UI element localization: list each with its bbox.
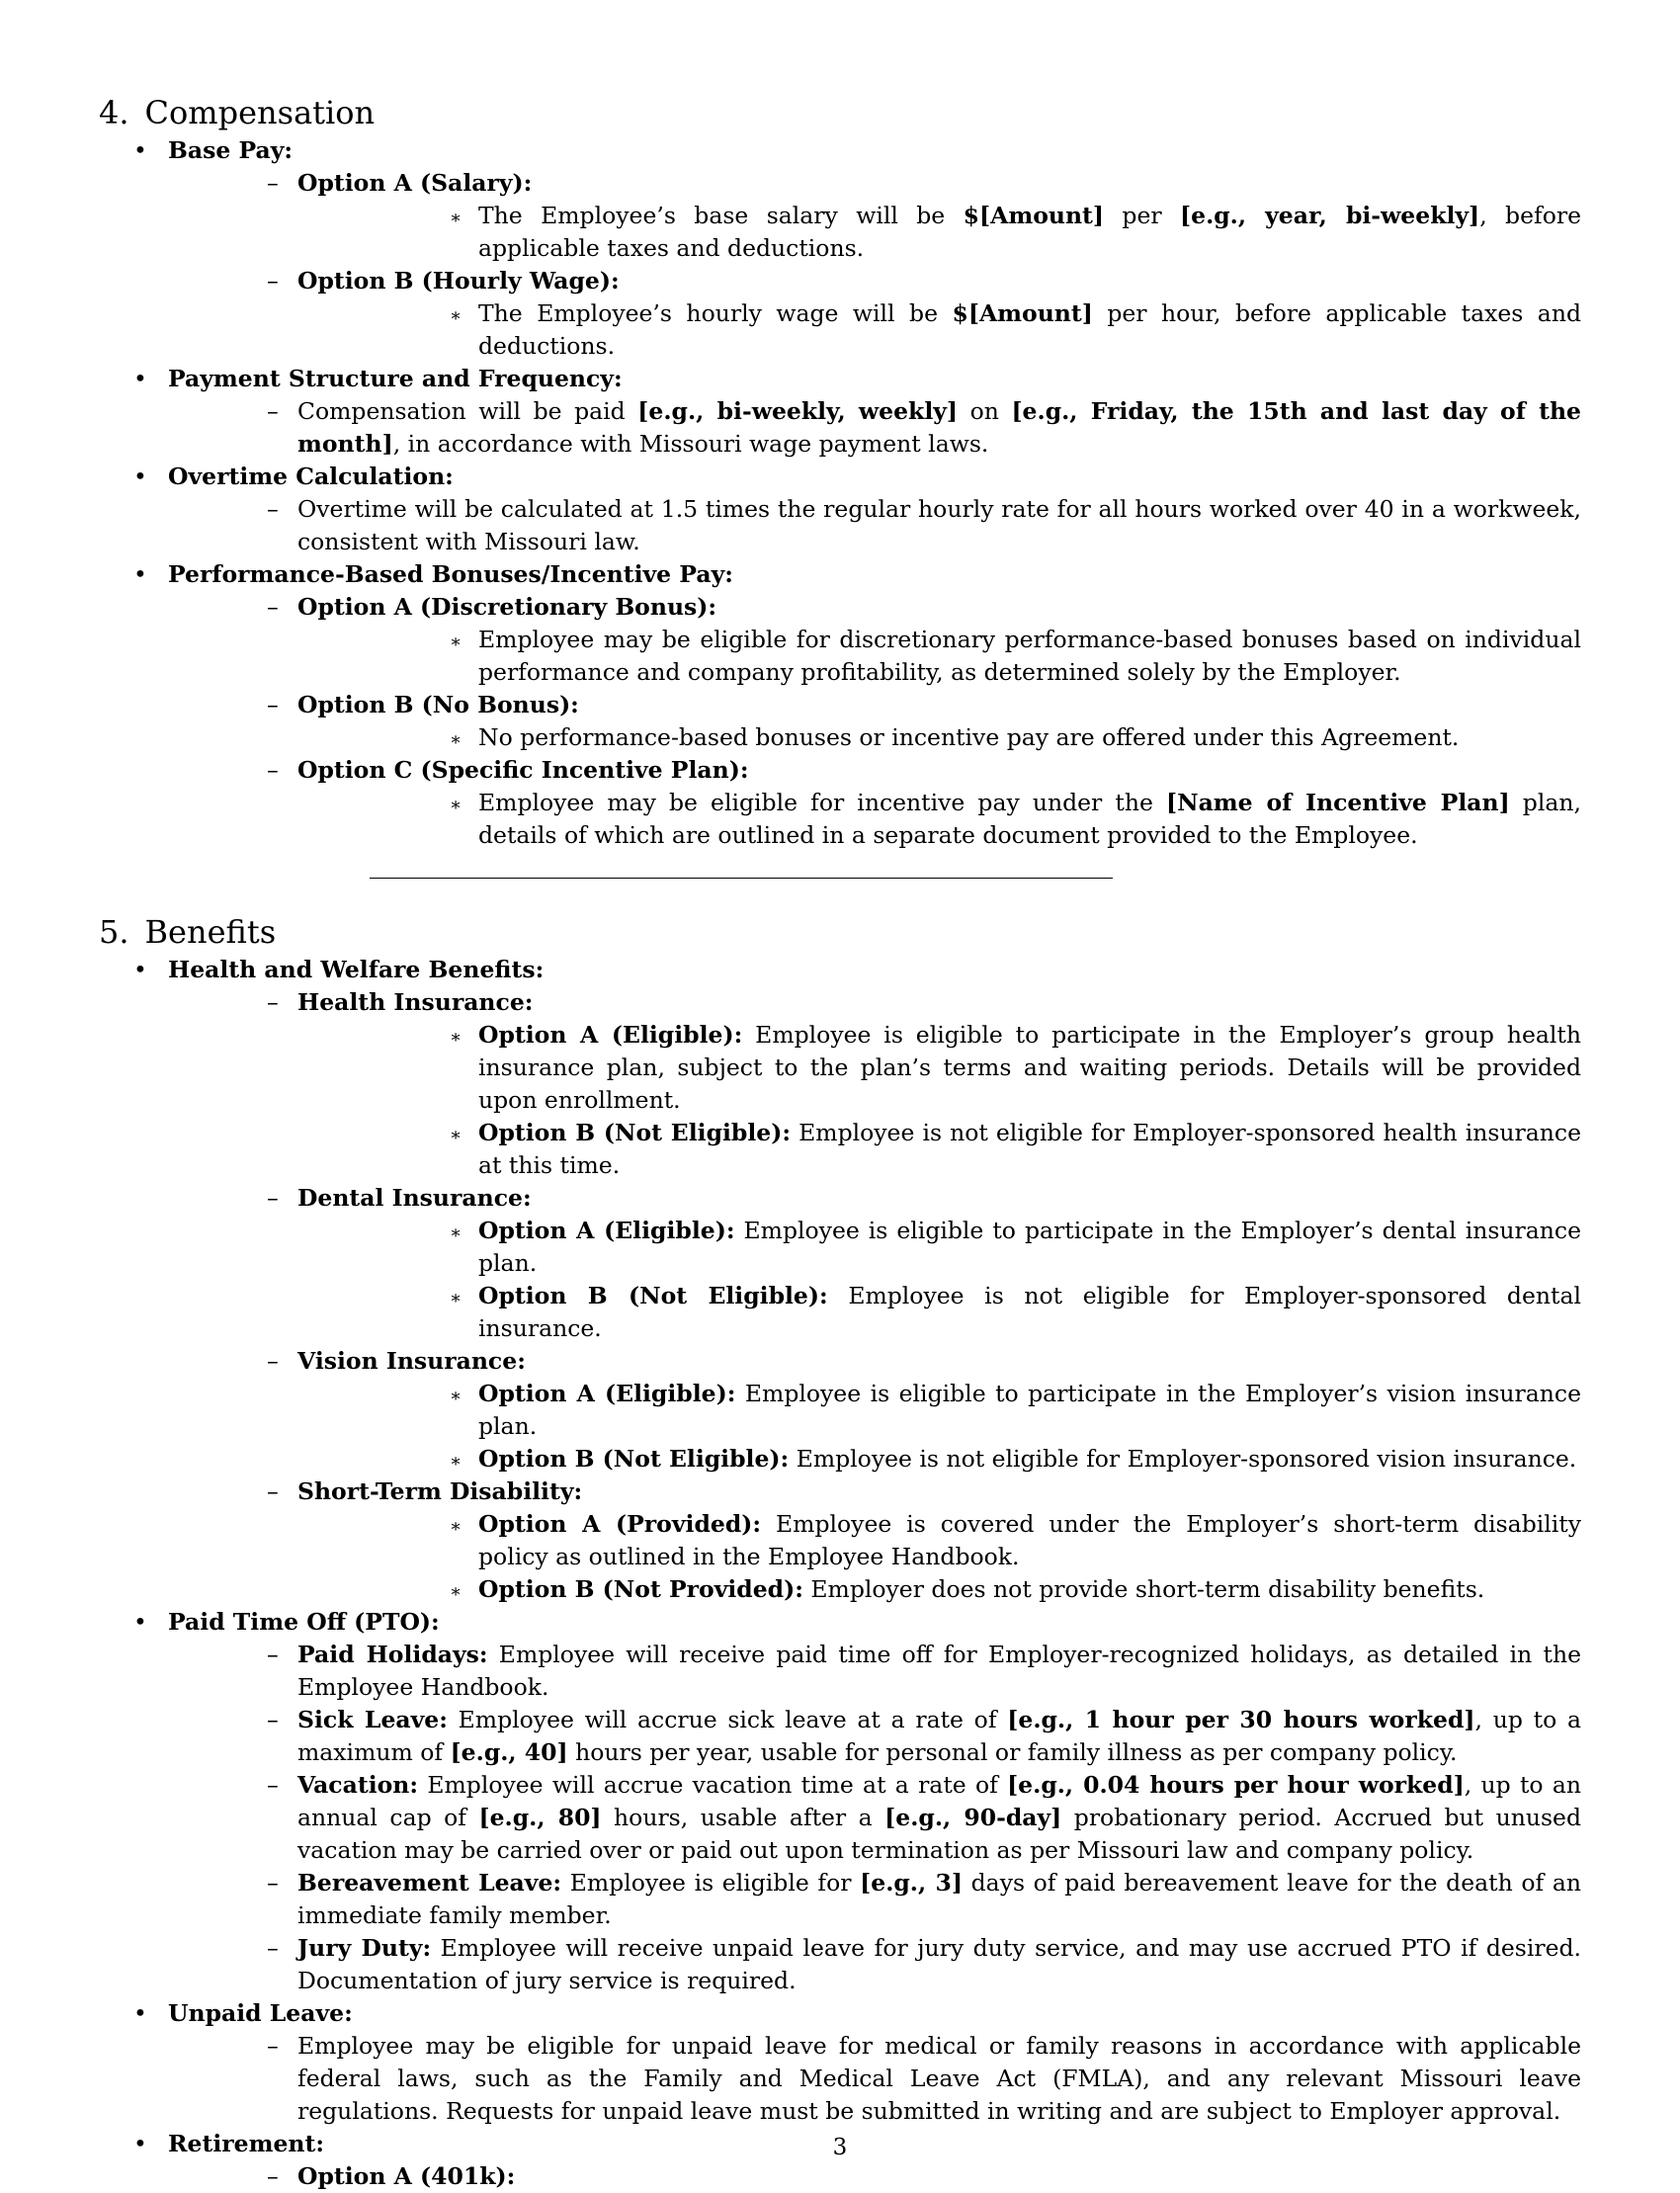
text: Employee is not eligible for Employer-sponsored dental insurance. (478, 1282, 1581, 1342)
text: Employee may be eligible for discretionary performance-based bonuses based on individual performance and company profitability, as determined solely by the Employer. (478, 626, 1581, 686)
list-item (168, 1867, 1581, 1932)
list-item (168, 2160, 1581, 2193)
sublist (168, 591, 1581, 852)
list-item (99, 558, 1581, 852)
text: Employee will accrue sick leave at a rate of (447, 1706, 1008, 1733)
option-label: Option B (Not Eligible): (478, 1282, 828, 1309)
placeholder: [e.g., 3] (860, 1869, 963, 1897)
text: Employee will accrue vacation time at a rate of (418, 1771, 1008, 1799)
list-item (168, 167, 1581, 265)
placeholder: [e.g., 80] (478, 1804, 602, 1831)
dash-marker: – (267, 691, 279, 718)
item-label: Vacation: (297, 1771, 419, 1799)
sublist (297, 1508, 1581, 1606)
list-item (168, 689, 1581, 754)
section-title: Compensation (144, 94, 376, 131)
item-label: Paid Time Off (PTO): (168, 1608, 440, 1636)
list-item (168, 1639, 1581, 1704)
sublist (297, 200, 1581, 265)
dash-marker: – (267, 1347, 279, 1375)
item-label: Overtime Calculation: (168, 463, 454, 490)
bullet-marker: • (133, 1999, 147, 2027)
star-marker: ∗ (450, 305, 462, 326)
page-number: 3 (832, 2135, 848, 2160)
bullet-marker: • (133, 365, 147, 392)
dash-marker: – (267, 1869, 279, 1897)
list-item (168, 1704, 1581, 1769)
text: The Employee’s base salary will be (478, 202, 964, 229)
text: Employee may be eligible for incentive pay under the (478, 789, 1166, 816)
list-item (297, 1378, 1581, 1443)
placeholder: [Name of Incentive Plan] (1165, 789, 1510, 816)
sublist (297, 1378, 1581, 1476)
list-item (99, 461, 1581, 558)
list-item (168, 2030, 1581, 2128)
text: per (1104, 202, 1180, 229)
text: Employee is not eligible for Employer-sponsored health insurance at this time. (478, 1119, 1581, 1179)
list-item (297, 787, 1581, 852)
placeholder: [e.g., Friday, the 15th and last day of the month] (297, 397, 1581, 458)
text: , before applicable taxes and deductions. (478, 202, 1581, 262)
star-marker: ∗ (450, 208, 462, 228)
dash-marker: – (267, 1706, 279, 1733)
dash-marker: – (267, 1184, 279, 1212)
item-label: Health and Welfare Benefits: (168, 956, 545, 983)
list-item (168, 1476, 1581, 1606)
list-item (168, 493, 1581, 558)
option-label: Option B (Not Eligible): (478, 1119, 792, 1146)
list-item (297, 721, 1581, 754)
compensation-list (99, 134, 1581, 852)
bullet-marker: • (133, 956, 147, 983)
text: No performance-based bonuses or incentive pay are offered under this Agreement. (478, 723, 1460, 751)
star-marker: ∗ (450, 1516, 462, 1537)
text: hours per year, usable for personal or family illness as per company policy. (567, 1738, 1458, 1766)
option-label: Option A (Eligible): (478, 1217, 735, 1244)
text: Employee will receive paid time off for Employer-recognized holidays, as detailed in the Employee Handbook. (297, 1641, 1581, 1701)
sublist (297, 297, 1581, 363)
placeholder: [e.g., year, bi-weekly] (1180, 202, 1480, 229)
bullet-marker: • (133, 136, 147, 164)
option-label: Option A (Provided): (478, 1510, 762, 1538)
bullet-marker: • (133, 560, 147, 588)
list-item (99, 1606, 1581, 1997)
placeholder: [e.g., bi-weekly, weekly] (637, 397, 959, 425)
dash-marker: – (267, 1477, 279, 1505)
dash-marker: – (267, 756, 279, 784)
dash-marker: – (267, 2032, 279, 2060)
list-item (168, 1182, 1581, 1345)
text: , up to an annual cap of (297, 1771, 1582, 1831)
dash-marker: – (267, 267, 279, 295)
option-label: Option A (Eligible): (478, 1021, 743, 1049)
item-label: Performance-Based Bonuses/Incentive Pay: (168, 560, 733, 588)
item-label: Short-Term Disability: (297, 1477, 583, 1505)
text: on (958, 397, 1012, 425)
placeholder: [e.g., 0.04 hours per hour worked] (1007, 1771, 1465, 1799)
text: Employer does not provide short-term disability benefits. (802, 1575, 1485, 1603)
sublist (168, 395, 1581, 461)
list-item (168, 754, 1581, 852)
text: plan, details of which are outlined in a separate document provided to the Employee. (478, 789, 1581, 849)
list-item (99, 954, 1581, 1606)
text: Overtime will be calculated at 1.5 times the regular hourly rate for all hours worked over 40 in a workweek, consistent with Missouri law. (297, 495, 1581, 555)
item-label: Base Pay: (168, 136, 294, 164)
item-label: Health Insurance: (297, 988, 534, 1016)
sublist (297, 624, 1581, 689)
star-marker: ∗ (450, 1125, 462, 1145)
item-label: Vision Insurance: (297, 1347, 526, 1375)
item-label: Dental Insurance: (297, 1184, 532, 1212)
star-marker: ∗ (450, 1288, 462, 1308)
list-item (99, 134, 1581, 363)
star-marker: ∗ (450, 1581, 462, 1602)
list-item (297, 297, 1581, 363)
star-marker: ∗ (450, 1027, 462, 1048)
star-marker: ∗ (450, 795, 462, 815)
text: per hour, before applicable taxes and deductions. (478, 299, 1581, 360)
dash-marker: – (267, 988, 279, 1016)
list-item (297, 1443, 1581, 1476)
section-4-heading (99, 91, 1581, 134)
list-item (168, 395, 1581, 461)
placeholder: [e.g., 40] (450, 1738, 568, 1766)
sublist (168, 986, 1581, 1606)
list-item (297, 200, 1581, 265)
sublist (168, 1639, 1581, 1997)
list-item (168, 1932, 1581, 1997)
bullet-marker: • (133, 2130, 147, 2157)
item-label: Retirement: (168, 2130, 325, 2157)
text: Employee is eligible to participate in the Employer’s vision insurance plan. (478, 1380, 1582, 1440)
item-label: Paid Holidays: (297, 1641, 488, 1668)
dash-marker: – (267, 397, 279, 425)
text: hours, usable after a (601, 1804, 885, 1831)
sublist (297, 721, 1581, 754)
option-label: Option A (Discretionary Bonus): (297, 593, 717, 621)
list-item (168, 1769, 1581, 1867)
text: , up to a maximum of (297, 1706, 1581, 1766)
option-label: Option A (Eligible): (478, 1380, 736, 1407)
section-number: 5. (99, 913, 129, 951)
list-item (297, 1573, 1581, 1606)
dash-marker: – (267, 593, 279, 621)
text: Employee is eligible to participate in the Employer’s dental insurance plan. (478, 1217, 1581, 1277)
section-title: Benefits (144, 913, 277, 951)
dash-marker: – (267, 2162, 279, 2190)
dash-marker: – (267, 1771, 279, 1799)
section-5-heading (99, 910, 1581, 954)
item-label: Payment Structure and Frequency: (168, 365, 623, 392)
star-marker: ∗ (450, 632, 462, 652)
placeholder: $[Amount] (952, 299, 1093, 327)
placeholder: [e.g., 90-day] (884, 1804, 1062, 1831)
text: probationary period. Accrued but unused vacation may be carried over or paid out upon termination as per Missouri law and company policy. (297, 1804, 1581, 1864)
sublist (297, 1215, 1581, 1345)
bullet-marker: • (133, 1608, 147, 1636)
item-label: Jury Duty: (297, 1934, 432, 1962)
list-item (168, 591, 1581, 689)
list-item (297, 624, 1581, 689)
star-marker: ∗ (450, 729, 462, 750)
sublist (168, 493, 1581, 558)
bullet-marker: • (133, 463, 147, 490)
text: Compensation will be paid (297, 397, 638, 425)
section-number: 4. (99, 94, 129, 131)
text: Employee is eligible to participate in the Employer’s group health insurance plan, subject to the plan’s terms and waiting periods. Details will be provided upon enrollment. (478, 1021, 1581, 1114)
benefits-list (99, 954, 1581, 2193)
item-label: Sick Leave: (297, 1706, 448, 1733)
dash-marker: – (267, 1641, 279, 1668)
dash-marker: – (267, 495, 279, 523)
list-item (297, 1280, 1581, 1345)
star-marker: ∗ (450, 1223, 462, 1243)
option-label: Option C (Specific Incentive Plan): (297, 756, 749, 784)
star-marker: ∗ (450, 1451, 462, 1472)
list-item (99, 1997, 1581, 2128)
sublist (168, 2030, 1581, 2128)
placeholder: [e.g., 1 hour per 30 hours worked] (1007, 1706, 1475, 1733)
option-label: Option B (Hourly Wage): (297, 267, 620, 295)
list-item (168, 265, 1581, 363)
list-item (99, 363, 1581, 461)
text: days of paid bereavement leave for the death of an immediate family member. (297, 1869, 1581, 1929)
star-marker: ∗ (450, 1386, 462, 1406)
list-item (168, 1345, 1581, 1476)
placeholder: $[Amount] (963, 202, 1105, 229)
document-page (99, 91, 1581, 2193)
text: , in accordance with Missouri wage payment laws. (392, 430, 989, 458)
dash-marker: – (267, 1934, 279, 1962)
item-label: Unpaid Leave: (168, 1999, 353, 2027)
sublist (168, 167, 1581, 363)
text: The Employee’s hourly wage will be (478, 299, 953, 327)
text: Employee will receive unpaid leave for jury duty service, and may use accrued PTO if desired. Documentation of jury service is required. (297, 1934, 1581, 1994)
dash-marker: – (267, 169, 279, 197)
item-label: Bereavement Leave: (297, 1869, 562, 1897)
text: Employee is eligible for (561, 1869, 861, 1897)
horizontal-divider (370, 878, 1113, 879)
sublist (297, 787, 1581, 852)
sublist (297, 1019, 1581, 1182)
list-item (297, 1117, 1581, 1182)
list-item (297, 1508, 1581, 1573)
option-label: Option B (Not Eligible): (478, 1445, 790, 1473)
list-item (168, 986, 1581, 1182)
option-label: Option A (Salary): (297, 169, 533, 197)
list-item (297, 1215, 1581, 1280)
sublist (168, 2160, 1581, 2193)
text: Employee may be eligible for unpaid leave for medical or family reasons in accordance with applicable federal laws, such as the Family and Medical Leave Act (FMLA), and any relevant Missouri leave regulations. Requests for unpaid leave must be submitted in writing and are subject to Employer approval. (297, 2032, 1581, 2125)
list-item (297, 1019, 1581, 1117)
text: Employee is not eligible for Employer-sponsored vision insurance. (789, 1445, 1577, 1473)
option-label: Option A (401k): (297, 2162, 516, 2190)
option-label: Option B (Not Provided): (478, 1575, 803, 1603)
text: Employee is covered under the Employer’s short-term disability policy as outlined in the Employee Handbook. (478, 1510, 1581, 1570)
option-label: Option B (No Bonus): (297, 691, 579, 718)
